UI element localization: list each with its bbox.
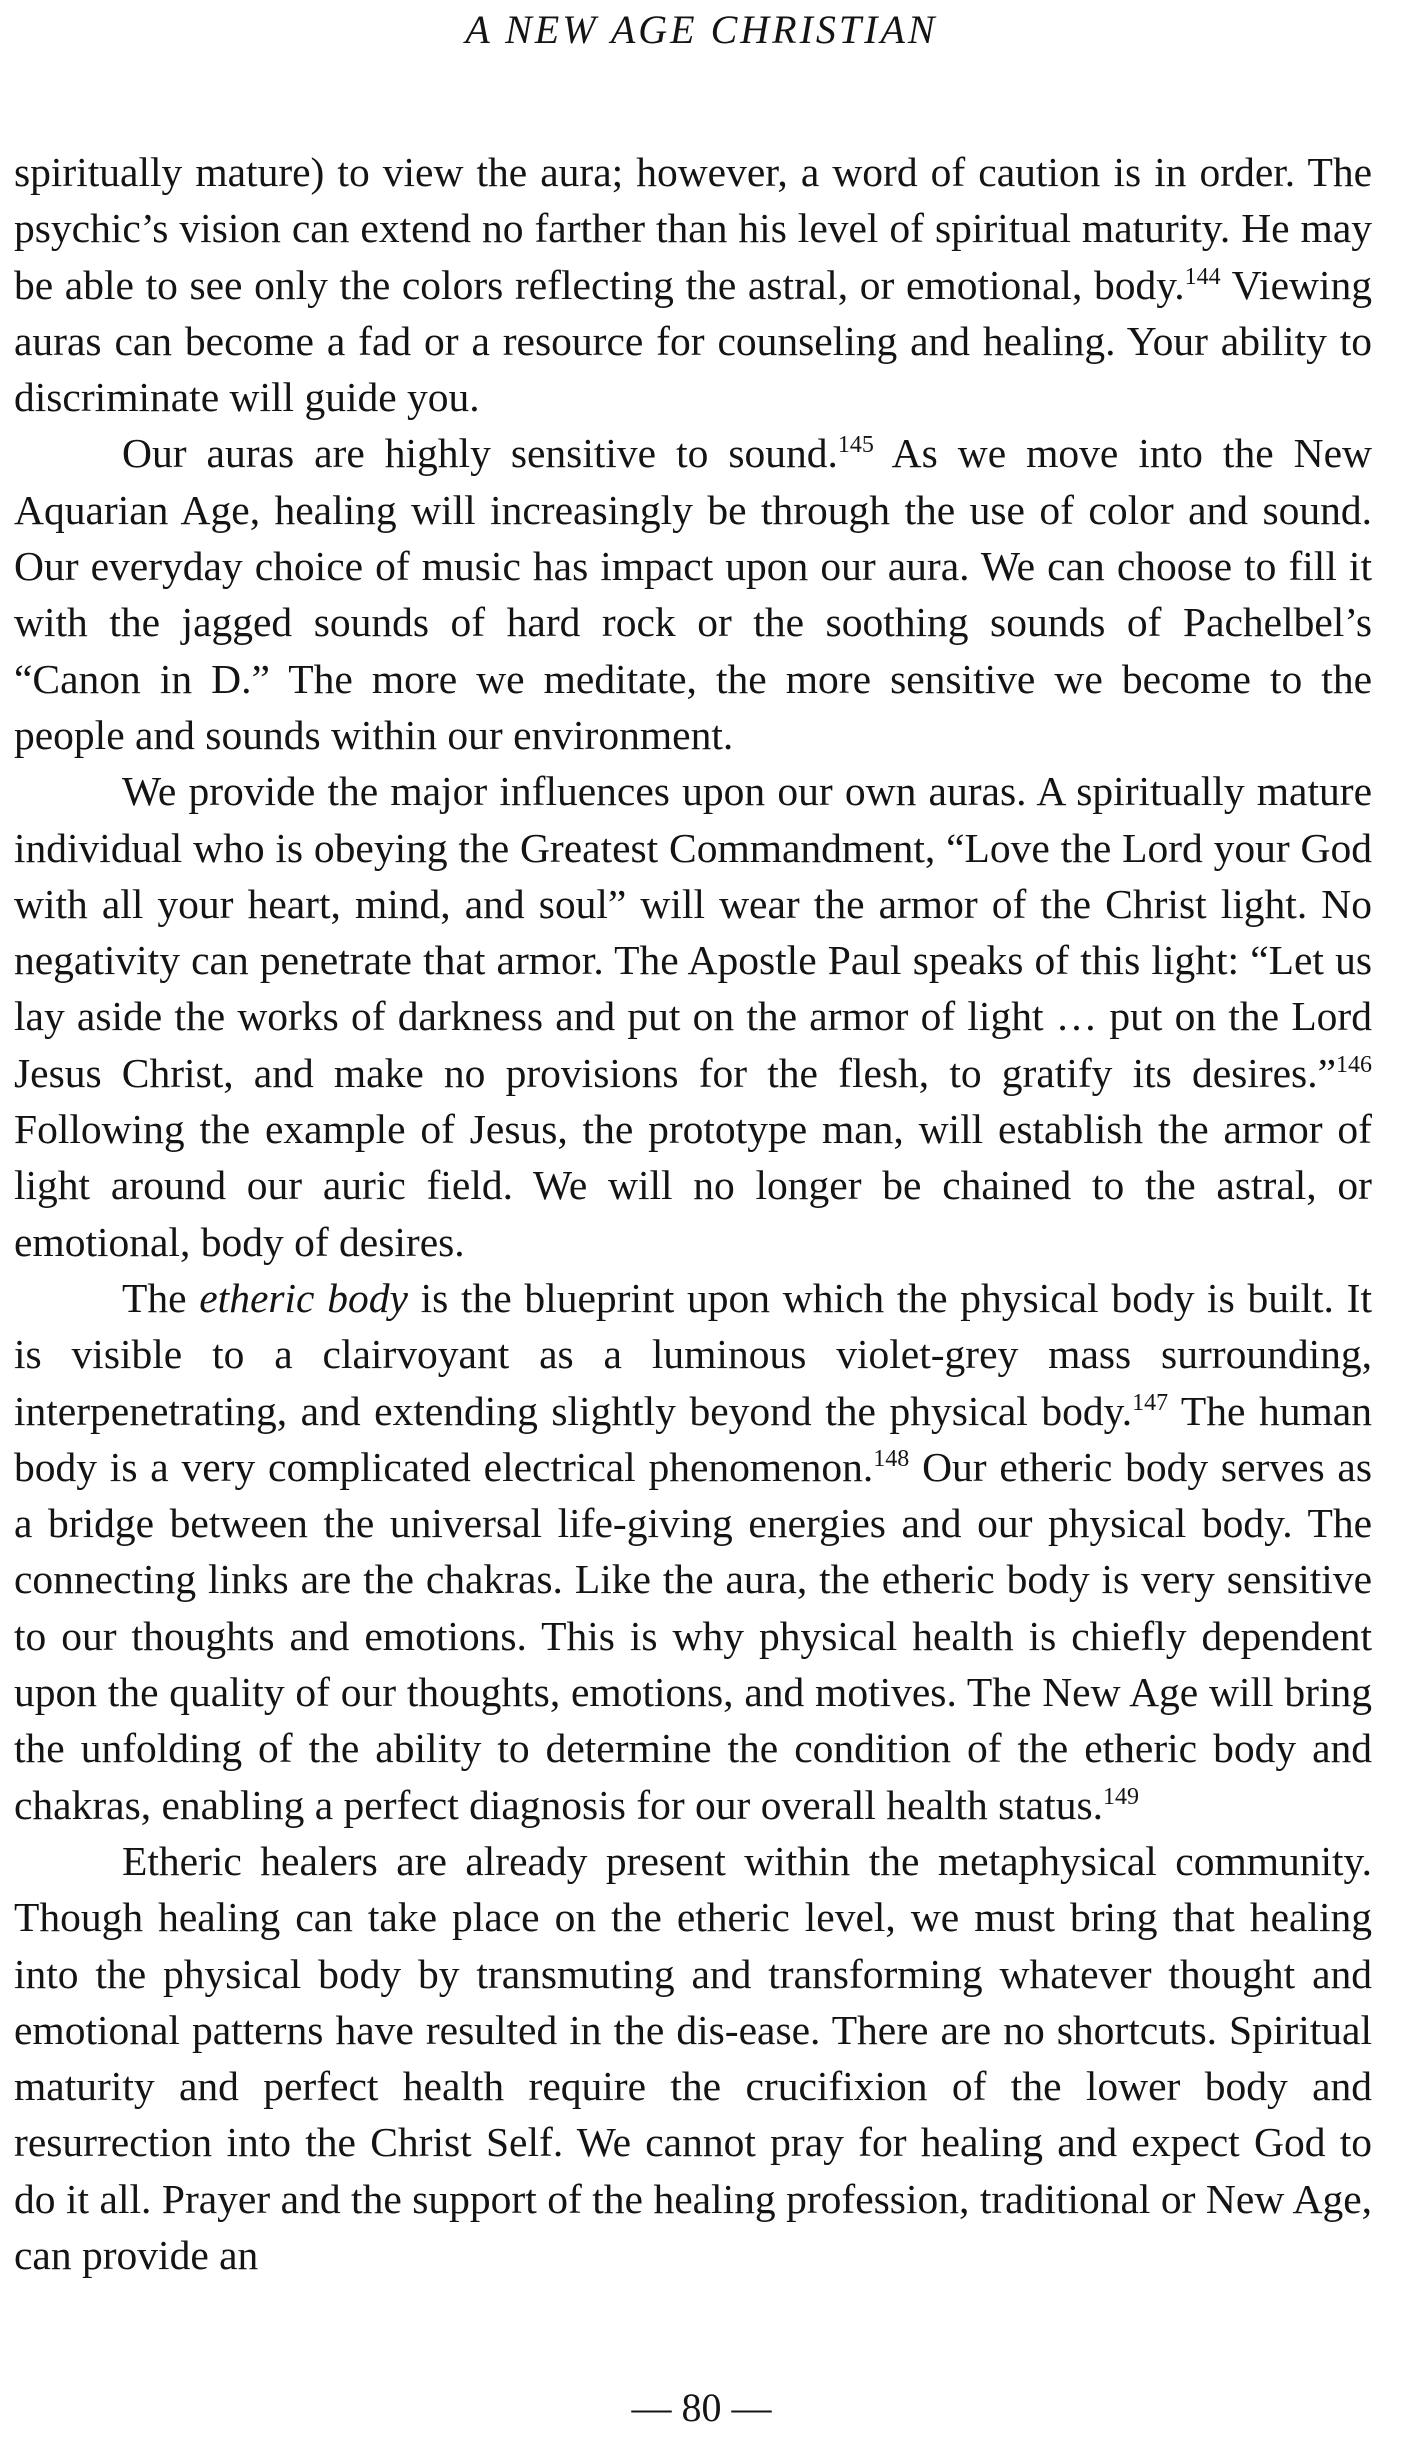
- footnote-reference: 147: [1132, 1389, 1169, 1416]
- italic-term: etheric body: [199, 1274, 408, 1321]
- page-number: — 80 —: [631, 2385, 772, 2430]
- text-run: As we move into the New Aquarian Age, healing will increasingly be through the use of color and sound. Our everyday choice of music has impact upon our aura. We can choose to fill it with the jagged sounds of hard rock or the soothing sounds of Pachelbel’s “Canon in D.” The more we meditate, the more sensitive we become to the people and sounds within our environment.: [14, 430, 1372, 758]
- footnote-reference: 148: [873, 1445, 910, 1472]
- paragraph: [14, 1833, 1372, 2283]
- text-run: Following the example of Jesus, the prototype man, will establish the armor of light around our auric field. We will no longer be chained to the astral, or emotional, body of desires.: [14, 1106, 1372, 1265]
- text-run: We provide the major influences upon our own auras. A spiritually mature individual who is obeying the Greatest Commandment, “Love the Lord your God with all your heart, mind, and soul” will wear the armor of the Christ light. No negativity can penetrate that armor. The Apostle Paul speaks of this light: “Let us lay aside the works of darkness and put on the armor of light … put on the Lord Jesus Christ, and make no provisions for the flesh, to gratify its desires.”: [14, 768, 1372, 1096]
- paragraph: [14, 763, 1372, 1270]
- text-run: Etheric healers are already present within the metaphysical community. Though healing can take place on the etheric level, we must bring that healing into the physical body by transmuting and transforming whatever thought and emotional patterns have resulted in the dis-ease. There are no shortcuts. Spiritual maturity and perfect health require the crucifixion of the lower body and resurrection into the Christ Self. We cannot pray for healing and expect God to do it all. Prayer and the support of the healing profession, traditional or New Age, can provide an: [14, 1837, 1372, 2278]
- text-run: Our auras are highly sensitive to sound.: [122, 430, 838, 477]
- text-run: is the blueprint upon which the physical body is built. It is visible to a clairvoyant as a luminous violet-grey mass surrounding, interpenetrating, and extending slightly beyond the physical body.: [14, 1274, 1372, 1434]
- text-run: The human body is a very complicated electrical phenomenon.: [14, 1387, 1372, 1490]
- text-run: Viewing auras can become a fad or a resource for counseling and healing. Your ability to discriminate will guide you.: [14, 261, 1372, 421]
- footnote-reference: 144: [1184, 263, 1221, 290]
- text-run: Our etheric body serves as a bridge between the universal life-giving energies and our physical body. The connecting links are the chakras. Like the aura, the etheric body is very sensitive to our thoughts and emotions. This is why physical health is chiefly dependent upon the quality of our thoughts, emotions, and motives. The New Age will bring the unfolding of the ability to determine the condition of the etheric body and chakras, enabling a perfect diagnosis for our overall health status.: [14, 1443, 1373, 1828]
- paragraph: [14, 425, 1372, 763]
- footnote-reference: 146: [1336, 1051, 1372, 1078]
- footnote-reference: 149: [1103, 1783, 1139, 1810]
- text-run: spiritually mature) to view the aura; however, a word of caution is in order. The psychic’s vision can extend no farther than his level of spiritual maturity. He may be able to see only the colors reflecting the astral, or emotional, body.: [14, 149, 1372, 308]
- footnote-reference: 145: [837, 432, 874, 459]
- paragraph: [14, 1270, 1372, 1833]
- paragraph: [14, 144, 1372, 425]
- text-run: The: [122, 1274, 200, 1321]
- running-head-title: A NEW AGE CHRISTIAN: [465, 7, 938, 52]
- body-text: [14, 144, 1372, 2283]
